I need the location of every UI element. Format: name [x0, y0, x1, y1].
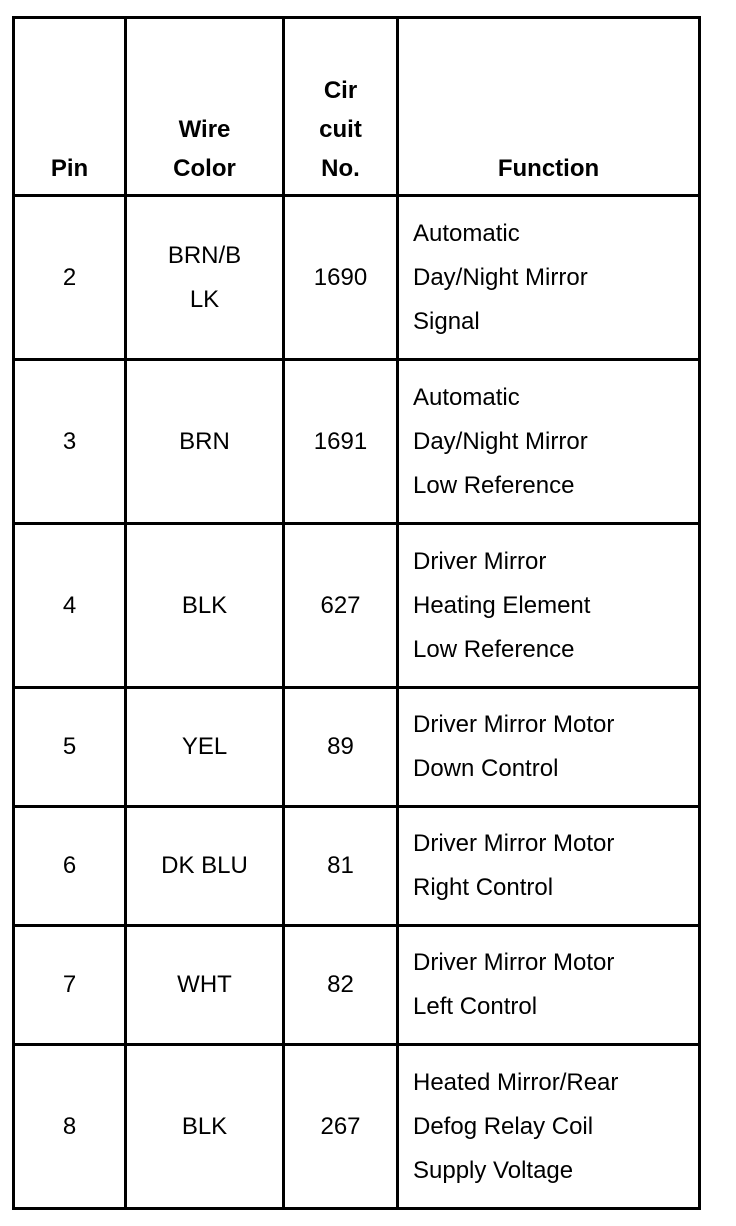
cell-circuit-no: 89	[284, 688, 398, 807]
table-row	[14, 807, 700, 926]
cell-wire-color: BRN	[126, 360, 284, 524]
header-function: Function	[398, 18, 700, 196]
cell-function: Driver Mirror Heating Element Low Reference	[398, 524, 700, 688]
cell-wire-color: BLK	[126, 1045, 284, 1209]
cell-wire-color: BRN/B LK	[126, 196, 284, 360]
cell-circuit-no: 267	[284, 1045, 398, 1209]
cell-pin: 7	[14, 926, 126, 1045]
cell-pin: 3	[14, 360, 126, 524]
cell-circuit-no: 82	[284, 926, 398, 1045]
table-row	[14, 360, 700, 524]
connector-pinout-table-wrapper	[12, 16, 701, 1210]
cell-function: Automatic Day/Night Mirror Low Reference	[398, 360, 700, 524]
cell-pin: 5	[14, 688, 126, 807]
cell-circuit-no: 1691	[284, 360, 398, 524]
header-pin: Pin	[14, 18, 126, 196]
header-circuit-no: Cir cuit No.	[284, 18, 398, 196]
cell-wire-color: WHT	[126, 926, 284, 1045]
cell-function: Automatic Day/Night Mirror Signal	[398, 196, 700, 360]
cell-function: Driver Mirror Motor Left Control	[398, 926, 700, 1045]
header-wire-color: Wire Color	[126, 18, 284, 196]
connector-pinout-table	[12, 16, 701, 1210]
cell-circuit-no: 81	[284, 807, 398, 926]
cell-function: Driver Mirror Motor Down Control	[398, 688, 700, 807]
cell-function: Driver Mirror Motor Right Control	[398, 807, 700, 926]
table-header-row	[14, 18, 700, 196]
cell-pin: 4	[14, 524, 126, 688]
cell-pin: 6	[14, 807, 126, 926]
cell-circuit-no: 1690	[284, 196, 398, 360]
cell-function: Heated Mirror/Rear Defog Relay Coil Supply Voltage	[398, 1045, 700, 1209]
cell-pin: 2	[14, 196, 126, 360]
cell-pin: 8	[14, 1045, 126, 1209]
cell-wire-color: DK BLU	[126, 807, 284, 926]
table-row	[14, 196, 700, 360]
table-row	[14, 524, 700, 688]
table-row	[14, 926, 700, 1045]
cell-circuit-no: 627	[284, 524, 398, 688]
cell-wire-color: YEL	[126, 688, 284, 807]
cell-wire-color: BLK	[126, 524, 284, 688]
table-row	[14, 688, 700, 807]
table-row	[14, 1045, 700, 1209]
